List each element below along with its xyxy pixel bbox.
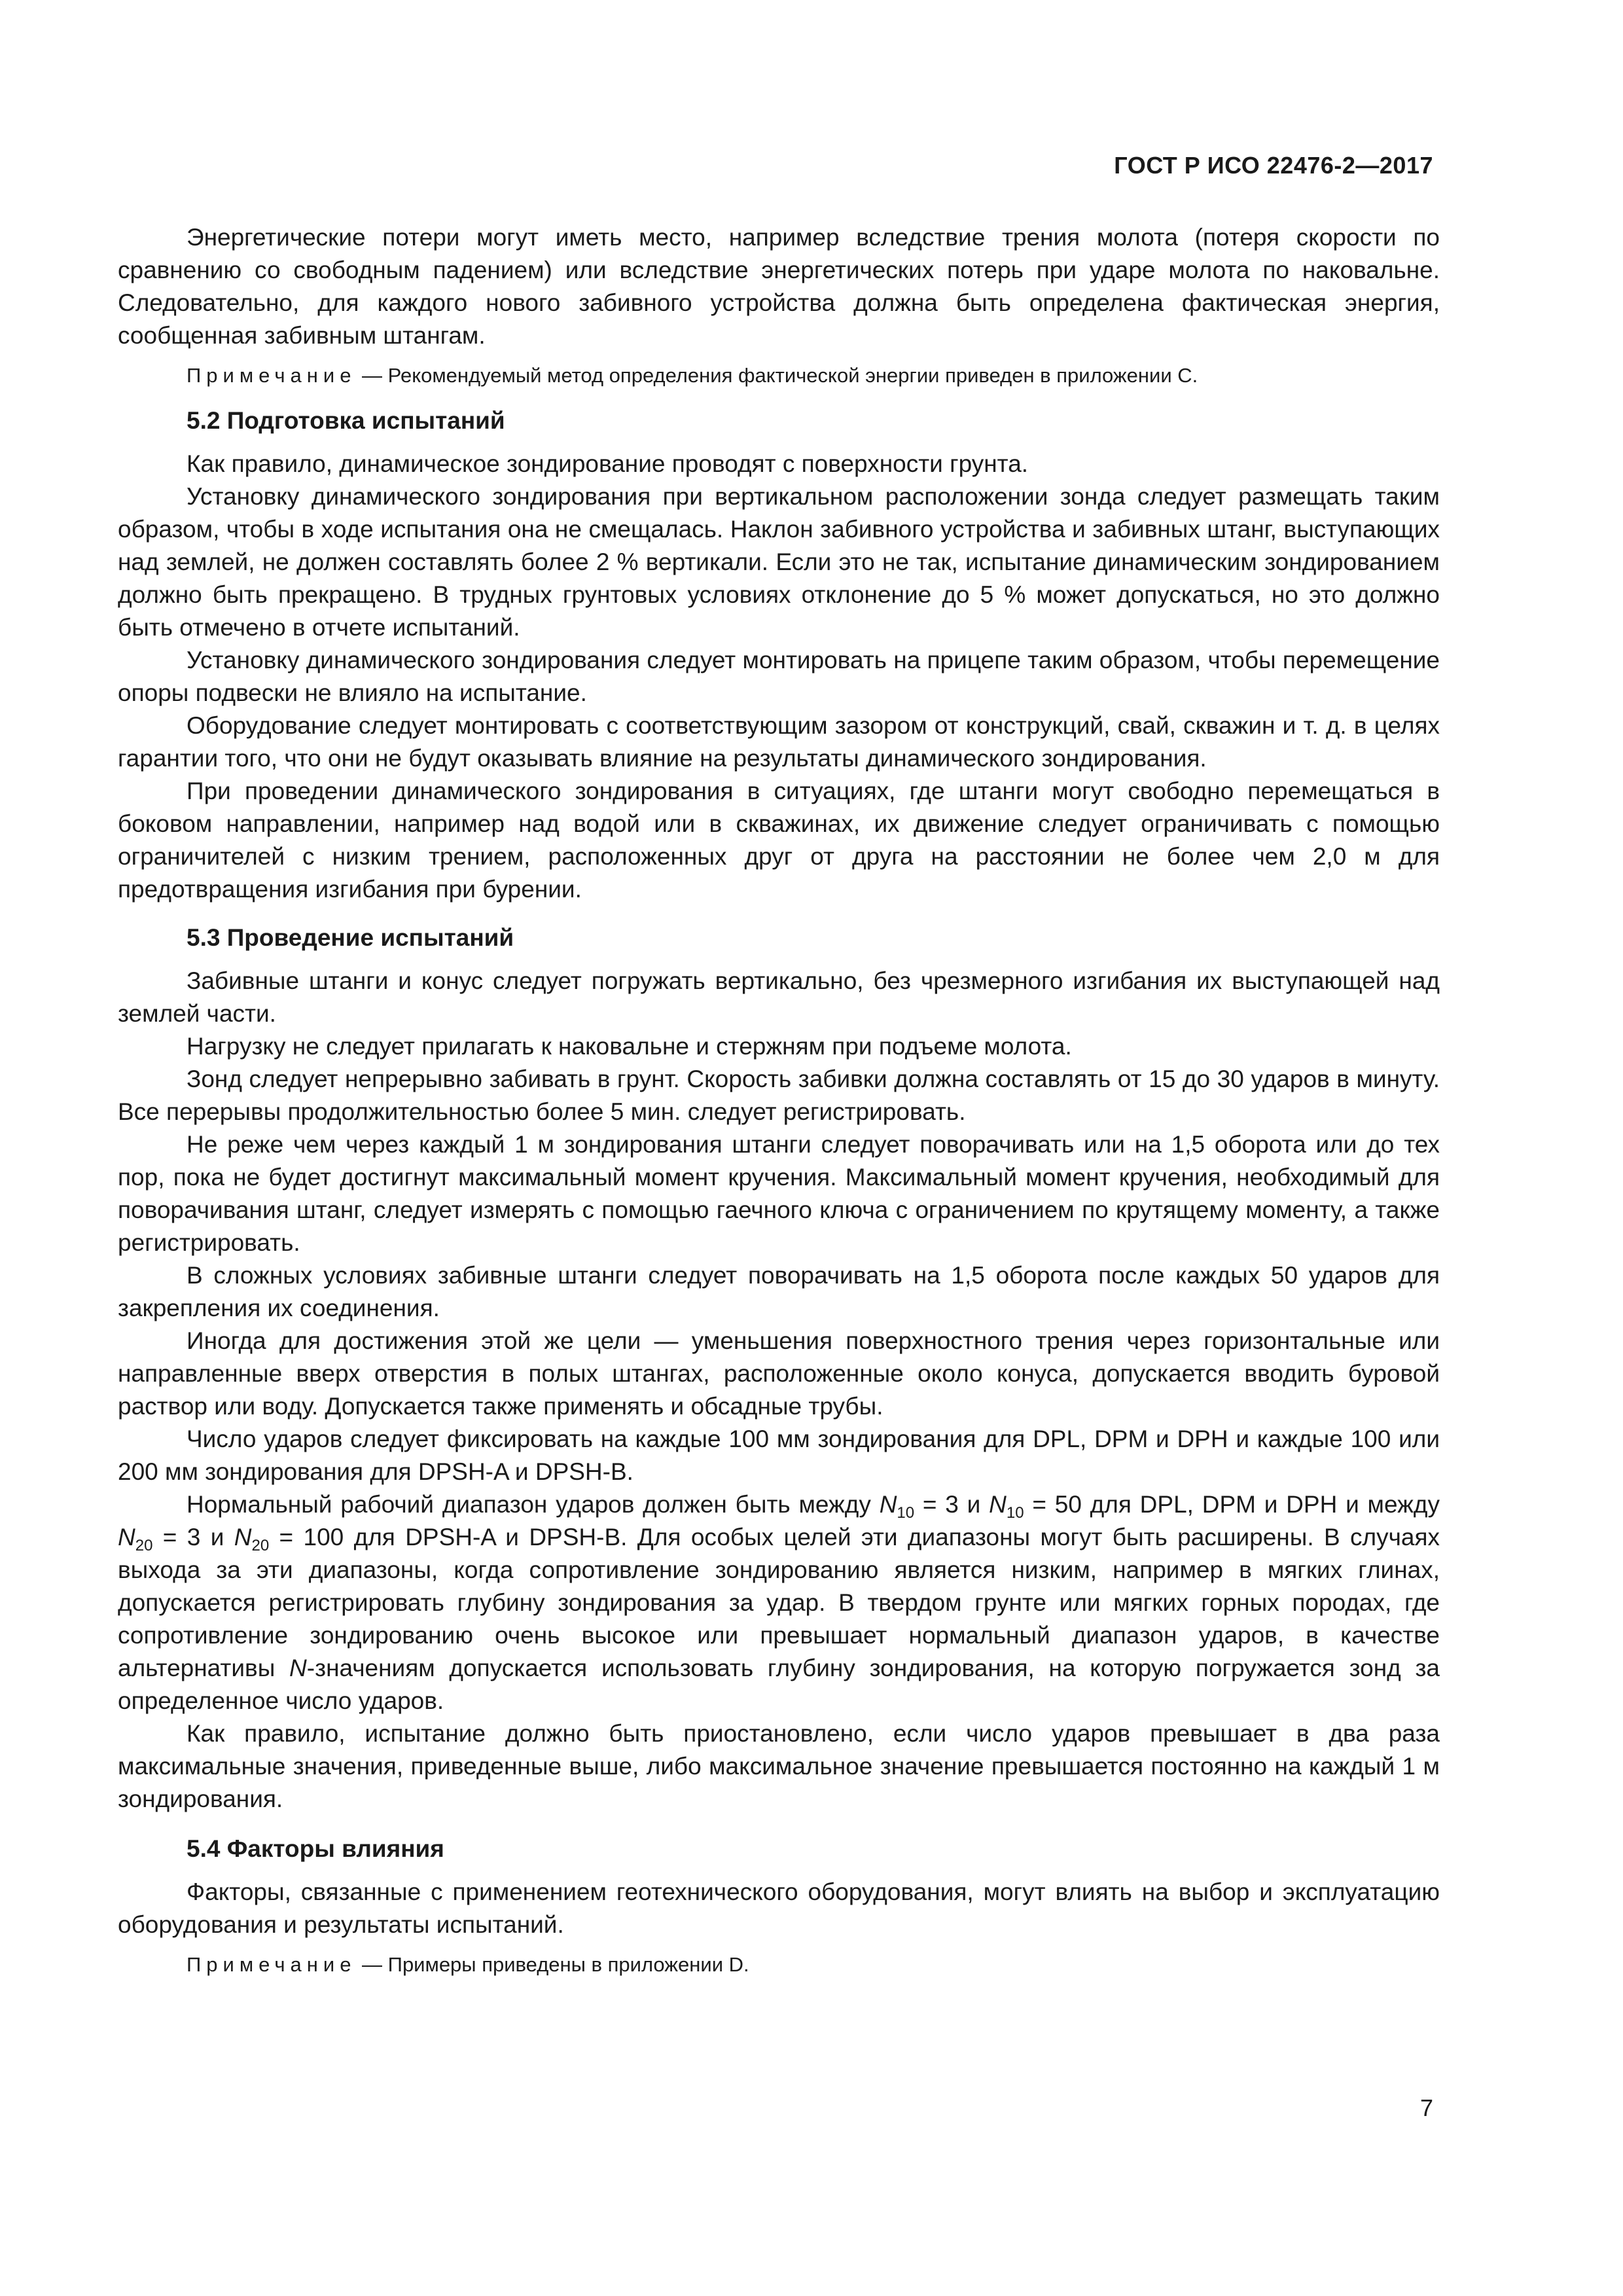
paragraph: Число ударов следует фиксировать на каждые 100 мм зондирования для DPL, DPM и DPH и каждые 100 или 200 мм зондирования для DPSH-A и DPSH-B.	[118, 1426, 1440, 1485]
text-run: Нормальный рабочий диапазон ударов должен быть между	[187, 1491, 880, 1518]
n-symbol: N	[234, 1524, 252, 1551]
page-number: 7	[1419, 2094, 1433, 2121]
paragraph: Зонд следует непрерывно забивать в грунт. Скорость забивки должна составлять от 15 до 30 ударов в минуту. Все перерывы продолжительностью более 5 мин. следует регистрировать.	[118, 1066, 1440, 1125]
paragraph: Установку динамического зондирования при вертикальном расположении зонда следует размещать таким образом, чтобы в ходе испытания она не смещалась. Наклон забивного устройства и забивных штанг, выступающих над землей, не должен составлять более 2 % вертикали. Если это не так, испытание динамическим зондированием должно быть прекращено. В трудных грунтовых условиях отклонение до 5 % может допускаться, но это должно быть отмечено в отчете испытаний.	[118, 483, 1440, 641]
page-content	[118, 221, 1440, 1979]
note-text: — Примеры приведены в приложении D.	[356, 1953, 749, 1976]
paragraph: Как правило, динамическое зондирование проводят с поверхности грунта.	[187, 450, 1029, 477]
text-run: = 3 и	[152, 1524, 234, 1551]
n-symbol: N	[118, 1524, 135, 1551]
note-label: Примечание	[187, 364, 357, 387]
text-run: = 3 и	[914, 1491, 990, 1518]
paragraph: Оборудование следует монтировать с соответствующим зазором от конструкций, свай, скважин и т. д. в целях гарантии того, что они не будут оказывать влияние на результаты динамического зондирования.	[118, 712, 1440, 772]
subscript: 20	[251, 1537, 270, 1554]
section-5-4-note	[118, 1950, 1440, 1979]
n-symbol: N	[989, 1491, 1007, 1518]
subscript: 10	[1006, 1504, 1024, 1522]
paragraph: Как правило, испытание должно быть приостановлено, если число ударов превышает в два раза максимальные значения, приведенные выше, либо максимальное значение превышается постоянно на каждый 1 м зондирования.	[118, 1720, 1440, 1812]
n-symbol: N	[879, 1491, 897, 1518]
paragraph: При проведении динамического зондирования в ситуациях, где штанги могут свободно перемещаться в боковом направлении, например над водой или в скважинах, их движение следует ограничивать с помощью ограничителей с низким трением, расположенных друг от друга на расстоянии не более чем 2,0 м для предотвращения изгибания при бурении.	[118, 778, 1440, 903]
note-text: — Рекомендуемый метод определения фактической энергии приведен в приложении С.	[356, 364, 1198, 387]
section-heading-5-4: 5.4 Факторы влияния	[187, 1835, 444, 1862]
text-run: -значениям допускается использовать глубину зондирования, на которую погружается зонд за определенное число ударов.	[118, 1655, 1440, 1714]
text-run: = 100 для DPSH-A и DPSH-B. Для особых целей эти диапазоны могут быть расширены. В случаях выхода за эти диапазоны, когда сопротивление зондированию является низким, например в мягких глинах, допускается регистрировать глубину зондирования за удар. В твердом грунте или мягких горных породах, где сопротивление зондированию очень высокое или превышает нормальный диапазон ударов, в качестве альтернативы	[118, 1524, 1440, 1681]
paragraph: Нагрузку не следует прилагать к наковальне и стержням при подъеме молота.	[187, 1033, 1072, 1060]
range-paragraph	[118, 1488, 1440, 1717]
intro-paragraph: Энергетические потери могут иметь место, например вследствие трения молота (потеря скорости по сравнению со свободным падением) или вследствие энергетических потерь при ударе молота по наковальне. Следовательно, для каждого нового забивного устройства должна быть определена фактическая энергия, сообщенная забивным штангам.	[118, 224, 1440, 349]
section-heading-5-3: 5.3 Проведение испытаний	[187, 924, 514, 951]
paragraph: В сложных условиях забивные штанги следует поворачивать на 1,5 оборота после каждых 50 ударов для закрепления их соединения.	[118, 1262, 1440, 1321]
document-code-header: ГОСТ Р ИСО 22476-2—2017	[1114, 152, 1433, 179]
text-run: = 50 для DPL, DPM и DPH и между	[1024, 1491, 1440, 1518]
subscript: 20	[135, 1537, 153, 1554]
subscript: 10	[897, 1504, 915, 1522]
n-symbol: N	[289, 1655, 307, 1681]
intro-note	[118, 361, 1440, 390]
note-label: Примечание	[187, 1953, 357, 1976]
paragraph: Забивные штанги и конус следует погружать вертикально, без чрезмерного изгибания их выступающей над землей части.	[118, 967, 1440, 1027]
paragraph: Иногда для достижения этой же цели — уменьшения поверхностного трения через горизонтальные или направленные вверх отверстия в полых штангах, расположенные около конуса, допускается вводить буровой раствор или воду. Допускается также применять и обсадные трубы.	[118, 1327, 1440, 1420]
section-heading-5-2: 5.2 Подготовка испытаний	[187, 407, 505, 434]
paragraph: Факторы, связанные с применением геотехнического оборудования, могут влиять на выбор и эксплуатацию оборудования и результаты испытаний.	[118, 1878, 1440, 1938]
paragraph: Установку динамического зондирования следует монтировать на прицепе таким образом, чтобы перемещение опоры подвески не влияло на испытание.	[118, 647, 1440, 706]
paragraph: Не реже чем через каждый 1 м зондирования штанги следует поворачивать или на 1,5 оборота или до тех пор, пока не будет достигнут максимальный момент кручения. Максимальный момент кручения, необходимый для поворачивания штанг, следует измерять с помощью гаечного ключа с ограничением по крутящему моменту, а также регистрировать.	[118, 1131, 1440, 1256]
